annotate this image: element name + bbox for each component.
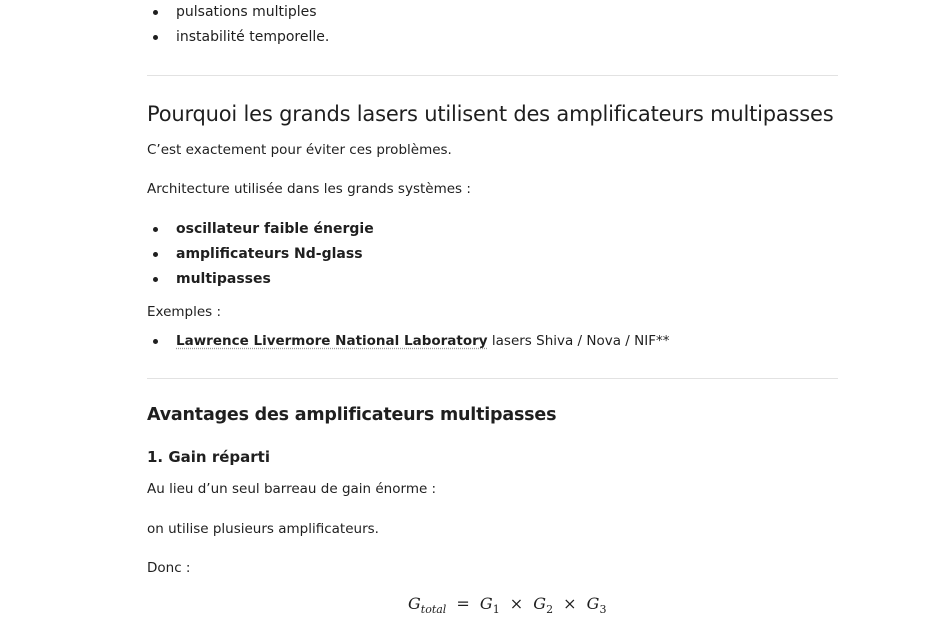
list-item: oscillateur faible énergie <box>147 219 374 239</box>
formula-term: G <box>586 594 600 613</box>
paragraph-gain-1: Au lieu d’un seul barreau de gain énorme : <box>147 481 437 497</box>
formula-equals: = <box>456 594 470 613</box>
divider <box>147 378 838 379</box>
paragraph-donc: Donc : <box>147 560 191 576</box>
formula-times: × <box>509 594 524 613</box>
list-item: multipasses <box>147 269 374 289</box>
section-heading-advantages: Avantages des amplificateurs multipasses <box>147 405 557 425</box>
formula-term-sub: 2 <box>546 603 554 616</box>
formula-term: G <box>479 594 493 613</box>
llnl-link[interactable]: Lawrence Livermore National Laboratory <box>176 333 488 349</box>
list-item: instabilité temporelle. <box>147 27 329 47</box>
top-bullet-list <box>147 2 329 52</box>
paragraph-architecture: Architecture utilisée dans les grands systèmes : <box>147 181 471 197</box>
list-item: pulsations multiples <box>147 2 329 22</box>
section-heading-why: Pourquoi les grands lasers utilisent des amplificateurs multipasses <box>147 102 834 126</box>
examples-list <box>147 331 670 351</box>
list-item <box>147 331 670 351</box>
formula-term: G <box>533 594 547 613</box>
formula-term-sub: 3 <box>599 603 607 616</box>
subheading-gain-reparti: 1. Gain réparti <box>147 448 270 466</box>
example-suffix: lasers Shiva / Nova / NIF** <box>487 333 670 349</box>
paragraph-gain-2: on utilise plusieurs amplificateurs. <box>147 521 379 537</box>
formula-times: × <box>563 594 577 613</box>
paragraph-examples: Exemples : <box>147 304 222 320</box>
paragraph-intro: C’est exactement pour éviter ces problèmes. <box>147 142 452 158</box>
architecture-list <box>147 219 374 294</box>
formula-lhs: G <box>408 594 421 613</box>
list-item: amplificateurs Nd-glass <box>147 244 374 264</box>
formula-term-sub: 1 <box>492 603 500 616</box>
formula-lhs-sub: total <box>420 603 447 616</box>
gain-formula <box>408 594 606 616</box>
divider <box>147 75 838 76</box>
